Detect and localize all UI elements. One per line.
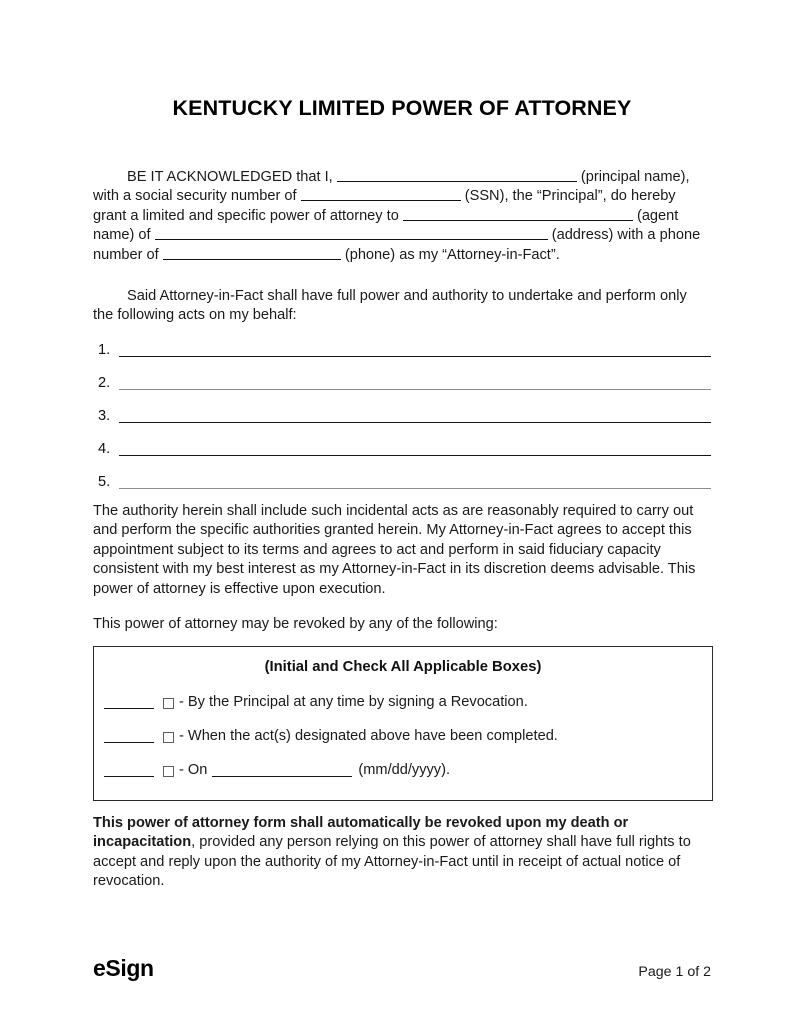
page-footer bbox=[93, 955, 711, 982]
authority-paragraph bbox=[93, 287, 711, 326]
list-item[interactable] bbox=[93, 407, 711, 440]
death-clause-rest: , provided any person relying on this power of attorney shall have full rights to accept and reply upon the authority of my Attorney-in-Fact until in receipt of actual notice of revocation. bbox=[93, 834, 691, 890]
initials-blank[interactable] bbox=[104, 730, 154, 743]
acts-list bbox=[93, 341, 711, 506]
initials-blank[interactable] bbox=[104, 696, 154, 709]
ssn-label: (SSN), the “Principal”, do hereby bbox=[464, 188, 676, 205]
agent-phone-blank[interactable] bbox=[163, 247, 341, 260]
list-item-blank[interactable] bbox=[119, 422, 711, 423]
list-item-blank[interactable] bbox=[119, 389, 711, 390]
revocation-option-label: - By the Principal at any time by signing a Revocation. bbox=[179, 694, 528, 710]
ssn-lead-text: with a social security number of bbox=[93, 188, 297, 205]
death-incapacitation-paragraph bbox=[93, 814, 711, 892]
list-item-number: 2. bbox=[98, 375, 111, 391]
authority-text: Said Attorney-in-Fact shall have full power and authority to undertake and perform only the following acts on my behalf: bbox=[93, 288, 687, 324]
revocation-date-format-label: (mm/dd/yyyy). bbox=[358, 762, 451, 778]
incidental-acts-paragraph: The authority herein shall include such incidental acts as are reasonably required to carry out and perform the specific authorities granted herein. My Attorney-in-Fact agrees to accept this appointment subject to its terms and agrees to act and perform in said fiduciary capacity consistent with my best interest as my Attorney-in-Fact in its discretion deems advisable. This power of attorney is effective upon execution. bbox=[93, 503, 696, 597]
list-item-number: 3. bbox=[98, 408, 111, 424]
phone-lead-text: phone number of bbox=[93, 227, 701, 263]
address-label: (address) with a bbox=[551, 227, 656, 244]
page-number: Page 1 of 2 bbox=[638, 964, 711, 980]
phone-label: (phone) as my “Attorney-in-Fact”. bbox=[344, 246, 560, 263]
list-item[interactable] bbox=[93, 341, 711, 374]
esign-logo[interactable]: eSign bbox=[93, 955, 154, 981]
grant-lead-text: grant a limited and specific power of attorney to bbox=[93, 207, 399, 224]
revocation-option-row[interactable] bbox=[94, 694, 712, 710]
revocation-option-row[interactable] bbox=[94, 762, 712, 778]
checkbox-icon[interactable] bbox=[163, 766, 174, 777]
revocation-lead-in: This power of attorney may be revoked by any of the following: bbox=[93, 616, 498, 632]
list-item[interactable] bbox=[93, 440, 711, 473]
checkbox-icon[interactable] bbox=[163, 698, 174, 709]
revocation-option-label: - When the act(s) designated above have been completed. bbox=[179, 728, 558, 744]
principal-name-label: (principal name), bbox=[580, 169, 690, 185]
acknowledgement-lead: BE IT ACKNOWLEDGED that I, bbox=[127, 169, 333, 185]
revocation-options-panel bbox=[93, 646, 713, 801]
ssn-blank[interactable] bbox=[301, 188, 461, 201]
revocation-option-row[interactable] bbox=[94, 728, 712, 744]
list-item-number: 4. bbox=[98, 441, 111, 457]
revocation-option-label-before: - On bbox=[179, 762, 208, 778]
list-item[interactable] bbox=[93, 374, 711, 407]
page-title: KENTUCKY LIMITED POWER OF ATTORNEY bbox=[172, 96, 632, 120]
checkbox-icon[interactable] bbox=[163, 732, 174, 743]
agent-name-label: (agent bbox=[636, 207, 679, 224]
list-item-blank[interactable] bbox=[119, 356, 711, 357]
revocation-date-blank[interactable] bbox=[212, 764, 352, 777]
list-item-blank[interactable] bbox=[119, 455, 711, 456]
list-item-blank[interactable] bbox=[119, 488, 711, 489]
agent-name-blank[interactable] bbox=[403, 208, 633, 221]
list-item-number: 5. bbox=[98, 474, 111, 490]
principal-name-blank[interactable] bbox=[337, 169, 577, 182]
death-clause-bold: This power of attorney form shall automatically be revoked upon my death or incapacitation bbox=[93, 815, 629, 851]
acknowledgement-paragraph bbox=[93, 168, 711, 265]
initials-blank[interactable] bbox=[104, 764, 154, 777]
name-of-text: name) of bbox=[93, 227, 151, 244]
list-item-number: 1. bbox=[98, 342, 111, 358]
panel-title: (Initial and Check All Applicable Boxes) bbox=[264, 659, 542, 675]
agent-address-blank[interactable] bbox=[155, 227, 548, 240]
